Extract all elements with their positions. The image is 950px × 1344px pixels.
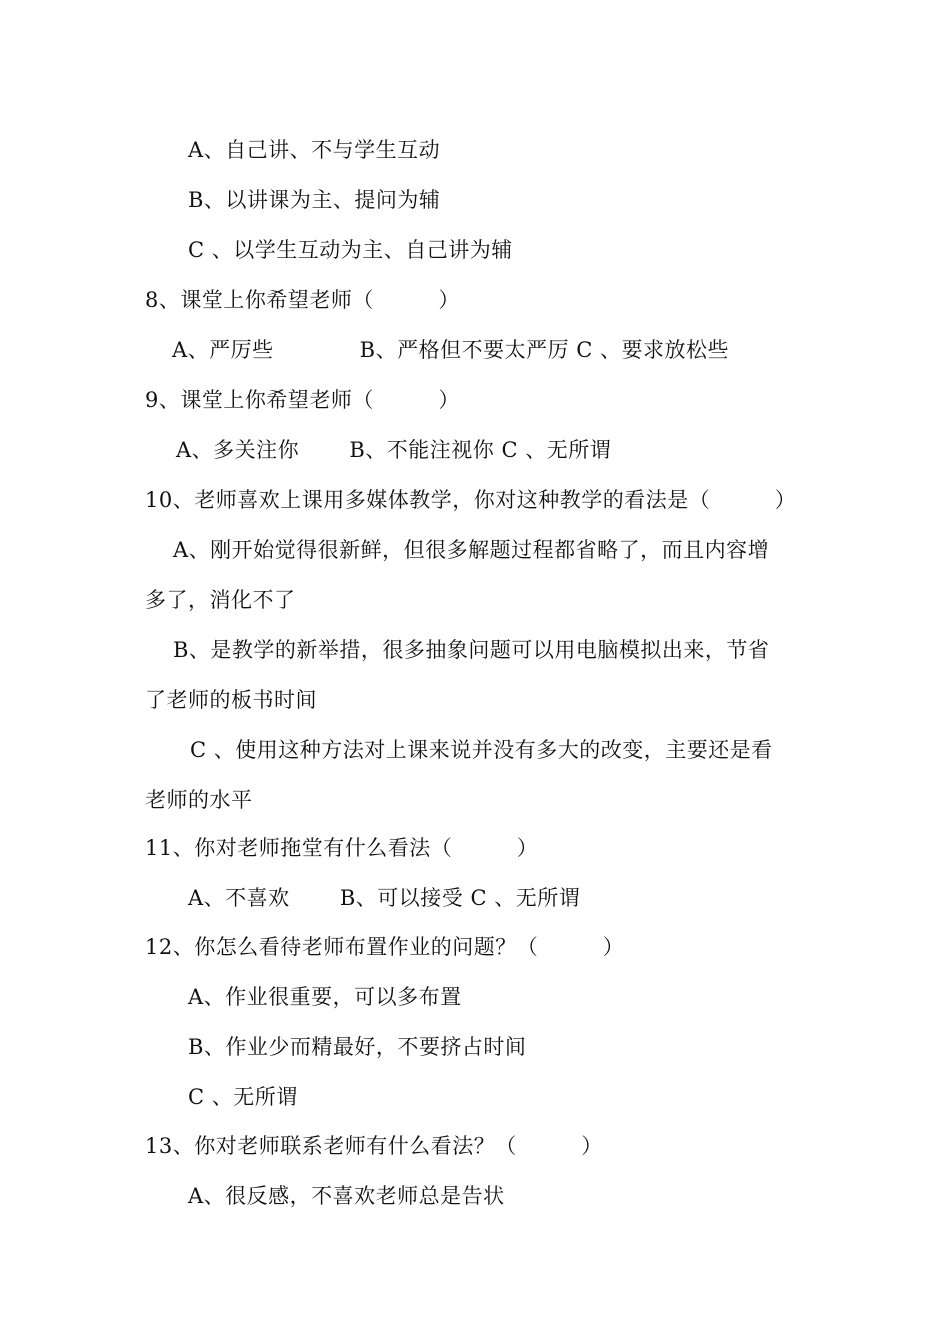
q10-option-b-cont: 了老师的板书时间 [145, 688, 317, 712]
q10-option-b: B、是教学的新举措，很多抽象问题可以用电脑模拟出来，节省 [173, 638, 770, 662]
q12-option-c: C 、无所谓 [188, 1085, 298, 1109]
q8-options: A、严厉些 B、严格但不要太严厉 C 、要求放松些 [172, 338, 730, 362]
q7-option-c: C 、以学生互动为主、自己讲为辅 [188, 238, 513, 262]
question-10: 10、老师喜欢上课用多媒体教学，你对这种教学的看法是（ ） [145, 488, 797, 512]
q12-option-b: B、作业少而精最好，不要挤占时间 [188, 1035, 527, 1059]
q7-option-b: B、以讲课为主、提问为辅 [188, 188, 441, 212]
question-13: 13、你对老师联系老师有什么看法？（ ） [145, 1134, 603, 1158]
question-9: 9、课堂上你希望老师（ ） [145, 388, 460, 412]
q10-option-a: A、刚开始觉得很新鲜，但很多解题过程都省略了，而且内容增 [173, 538, 770, 562]
q12-option-a: A、作业很重要，可以多布置 [188, 985, 462, 1009]
q13-option-a: A、很反感，不喜欢老师总是告状 [188, 1184, 505, 1208]
q10-option-a-cont: 多了，消化不了 [145, 588, 296, 612]
question-12: 12、你怎么看待老师布置作业的问题？（ ） [145, 935, 625, 959]
q10-option-c: C 、使用这种方法对上课来说并没有多大的改变，主要还是看 [190, 738, 773, 762]
q11-options: A、不喜欢 B、可以接受 C 、无所谓 [188, 886, 581, 910]
question-11: 11、你对老师拖堂有什么看法（ ） [145, 836, 539, 860]
q9-options: A、多关注你 B、不能注视你 C 、无所谓 [176, 438, 612, 462]
question-8: 8、课堂上你希望老师（ ） [145, 288, 460, 312]
q7-option-a: A、自己讲、不与学生互动 [188, 138, 441, 162]
q10-option-c-cont: 老师的水平 [145, 788, 253, 812]
